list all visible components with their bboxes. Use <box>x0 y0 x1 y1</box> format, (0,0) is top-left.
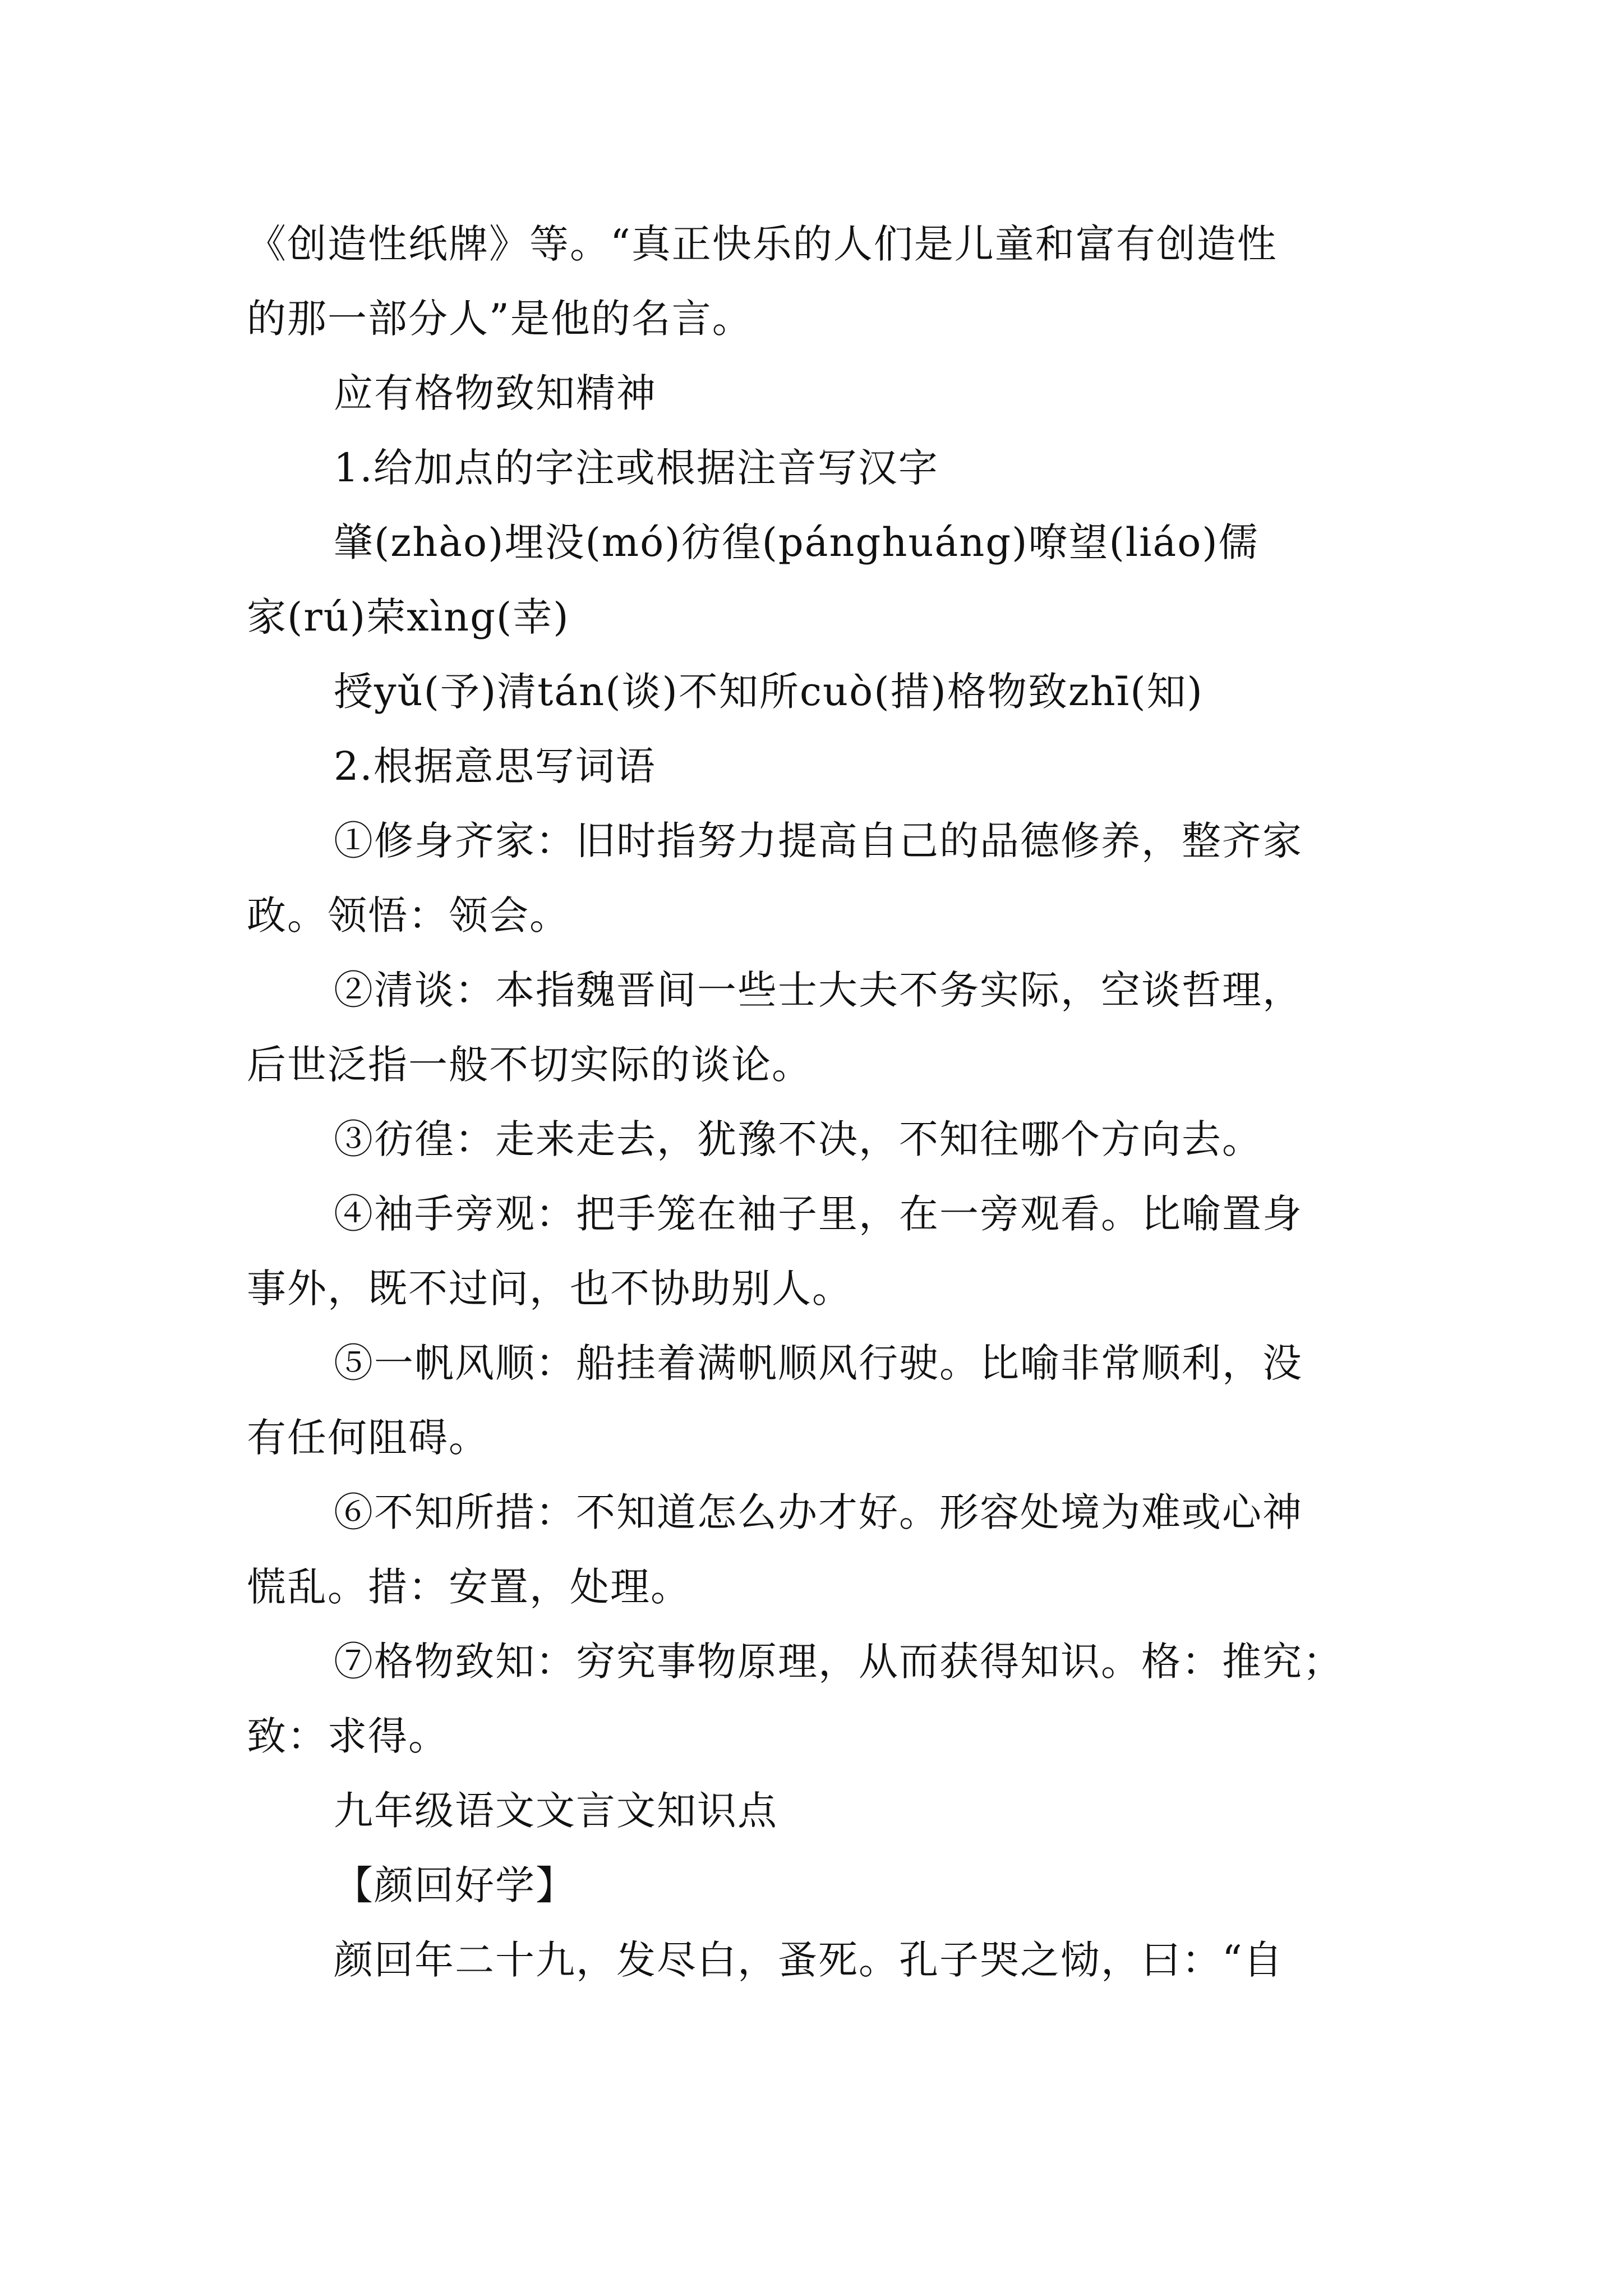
text-line: 事外，既不过问，也不协助别人。 <box>247 1266 852 1312</box>
definition-item: ⑦格物致知：穷究事物原理，从而获得知识。格：推究； <box>334 1639 1343 1685</box>
text-line: 有任何阻碍。 <box>247 1415 489 1461</box>
exercise-heading: 1.给加点的字注或根据注音写汉字 <box>334 445 939 491</box>
text-line: 政。领悟：领会。 <box>247 892 570 938</box>
text-line: 致：求得。 <box>247 1713 449 1759</box>
text-line: 肇(zhào)埋没(mó)彷徨(pánghuáng)嘹望(liáo)儒 <box>334 519 1259 565</box>
definition-item: ⑥不知所措：不知道怎么办才好。形容处境为难或心神 <box>334 1489 1303 1535</box>
section-heading: 九年级语文文言文知识点 <box>334 1788 778 1834</box>
definition-item: ⑤一帆风顺：船挂着满帆顺风行驶。比喻非常顺利，没 <box>334 1340 1303 1386</box>
text-line: 慌乱。措：安置，处理。 <box>247 1564 691 1610</box>
definition-item: ①修身齐家：旧时指努力提高自己的品德修养，整齐家 <box>334 818 1303 864</box>
text-line: 授yǔ(予)清tán(谈)不知所cuò(措)格物致zhī(知) <box>334 669 1204 715</box>
text-line: 《创造性纸牌》等。“真正快乐的人们是儿童和富有创造性 <box>247 221 1278 267</box>
section-heading: 应有格物致知精神 <box>334 370 657 416</box>
definition-item: ④袖手旁观：把手笼在袖子里，在一旁观看。比喻置身 <box>334 1191 1303 1237</box>
subsection-heading: 【颜回好学】 <box>334 1862 576 1908</box>
text-line: 家(rú)荣xìng(幸) <box>247 594 570 640</box>
text-line: 的那一部分人”是他的名言。 <box>247 296 753 342</box>
exercise-heading: 2.根据意思写词语 <box>334 743 656 789</box>
text-line: 后世泛指一般不切实际的谈论。 <box>247 1042 812 1088</box>
definition-item: ②清谈：本指魏晋间一些士大夫不务实际，空谈哲理， <box>334 967 1303 1013</box>
definition-item: ③彷徨：走来走去，犹豫不决，不知往哪个方向去。 <box>334 1116 1262 1162</box>
text-line: 颜回年二十九，发尽白，蚤死。孔子哭之恸，曰：“自 <box>334 1937 1284 1983</box>
